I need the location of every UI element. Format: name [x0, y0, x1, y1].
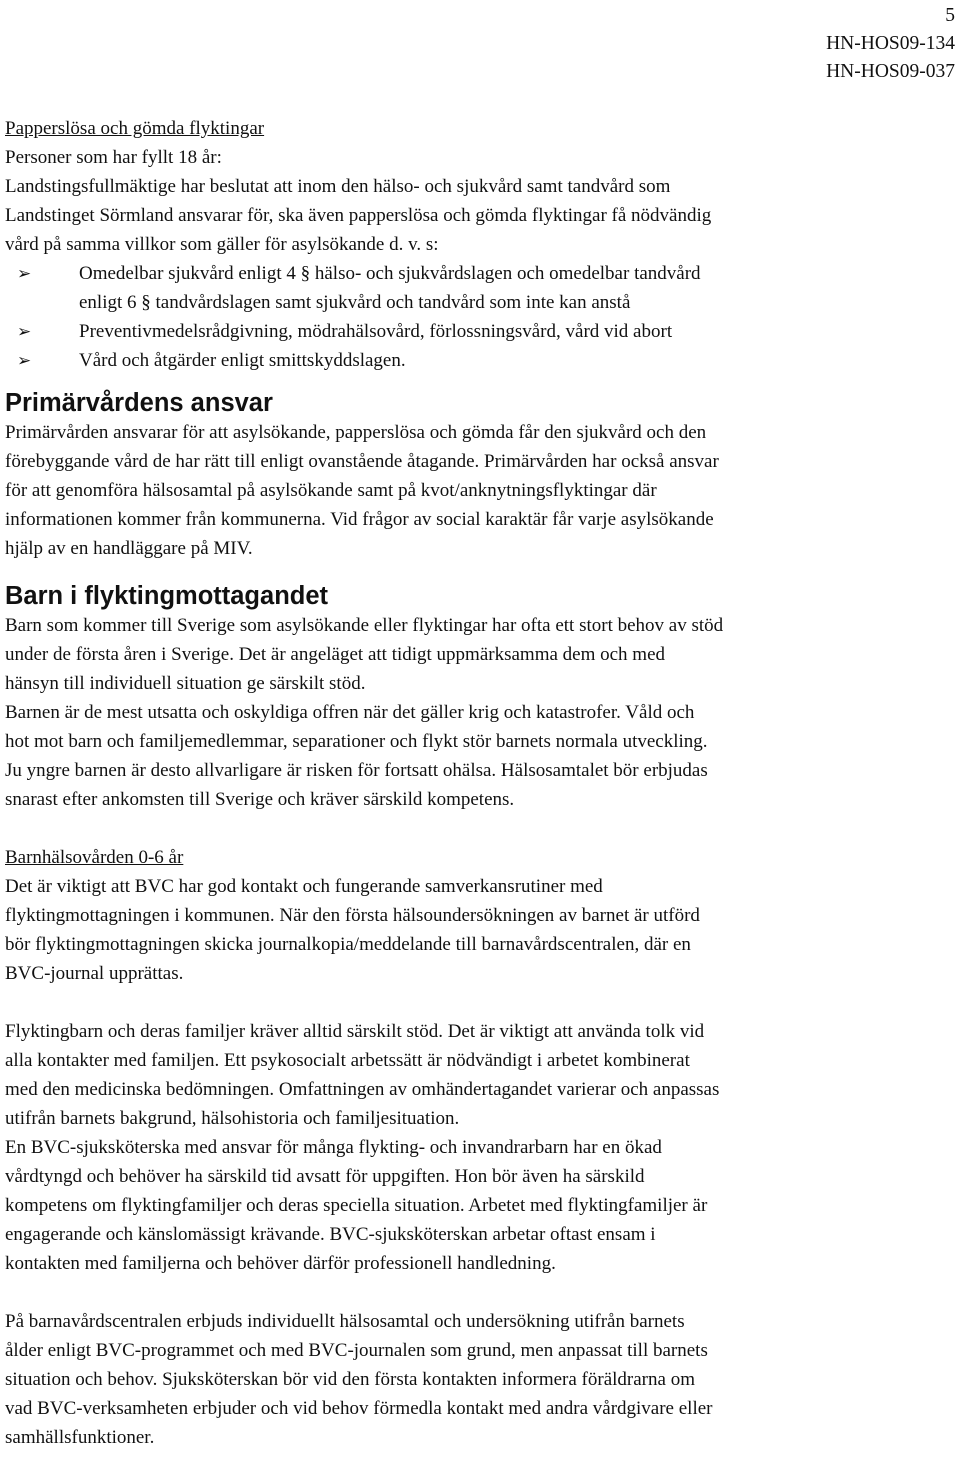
bullet-arrow-icon: ➢ [17, 351, 32, 370]
text-line: informationen kommer från kommunerna. Vid frågor av social karaktär får varje asylsökande [5, 509, 714, 530]
text-line: för att genomföra hälsosamtal på asylsökande samt på kvot/anknytningsflyktingar där [5, 480, 657, 501]
text-line: BVC-journal upprättas. [5, 963, 184, 984]
text-line: En BVC-sjuksköterska med ansvar för många flykting- och invandrarbarn har en ökad [5, 1137, 662, 1158]
document-body [5, 114, 955, 1452]
text-line: Primärvården ansvarar för att asylsökande, papperslösa och gömda får den sjukvård och den [5, 422, 707, 443]
bullet-item [5, 346, 955, 375]
heading-children: Barn i flyktingmottagandet [5, 582, 329, 610]
text-line: På barnavårdscentralen erbjuds individuellt hälsosamtal och undersökning utifrån barnets [5, 1311, 685, 1332]
heading-primary-care: Primärvårdens ansvar [5, 389, 273, 417]
section-title-child-health: Barnhälsovården 0-6 år [5, 847, 184, 868]
section-undocumented [5, 114, 955, 375]
text-line: alla kontakter med familjen. Ett psykosocialt arbetssätt är nödvändigt i arbetet kombinerat [5, 1050, 690, 1071]
text-line: bör flyktingmottagningen skicka journalkopia/meddelande till barnavårdscentralen, där en [5, 934, 691, 955]
text-line: vad BVC-verksamheten erbjuder och vid behov förmedla kontakt med andra vårdgivare eller [5, 1398, 713, 1419]
bullet-text: Vård och åtgärder enligt smittskyddslagen. [79, 350, 406, 371]
spacer [5, 814, 955, 843]
text-line: hot mot barn och familjemedlemmar, separationer och flykt stör barnets normala utveckling. [5, 731, 708, 752]
text-line: snarast efter ankomsten till Sverige och kräver särskild kompetens. [5, 789, 515, 810]
section-children [5, 581, 955, 814]
text-line: utifrån barnets bakgrund, hälsohistoria och familjesituation. [5, 1108, 460, 1129]
text-line: Flyktingbarn och deras familjer kräver alltid särskilt stöd. Det är viktigt att använda tolk vid [5, 1021, 705, 1042]
text-line: engagerande och känslomässigt krävande. BVC-sjuksköterskan arbetar oftast ensam i [5, 1224, 656, 1245]
bullet-item [5, 317, 955, 346]
bullet-text: Omedelbar sjukvård enligt 4 § hälso- och sjukvårdslagen och omedelbar tandvård [79, 263, 701, 284]
bullet-text-continued: enligt 6 § tandvårdslagen samt sjukvård och tandvård som inte kan anstå [79, 292, 631, 313]
document-code-1: HN-HOS09-134 [826, 33, 955, 54]
text-line: situation och behov. Sjuksköterskan bör vid den första kontakten informera föräldrarna om [5, 1369, 695, 1390]
text-line: Landstinget Sörmland ansvarar för, ska även papperslösa och gömda flyktingar få nödvändig [5, 205, 712, 226]
text-line: Det är viktigt att BVC har god kontakt och fungerande samverkansrutiner med [5, 876, 603, 897]
text-line: kontakten med familjerna och behöver därför professionell handledning. [5, 1253, 556, 1274]
text-line: Landstingsfullmäktige har beslutat att inom den hälso- och sjukvård samt tandvård som [5, 176, 671, 197]
section-title-undocumented: Papperslösa och gömda flyktingar [5, 118, 265, 139]
spacer [5, 988, 955, 1017]
text-line: vård på samma villkor som gäller för asylsökande d. v. s: [5, 234, 439, 255]
text-line: hänsyn till individuell situation ge särskilt stöd. [5, 673, 366, 694]
text-line: under de första åren i Sverige. Det är angeläget att tidigt uppmärksamma dem och med [5, 644, 666, 665]
text-line: kompetens om flyktingfamiljer och deras speciella situation. Arbetet med flyktingfamiljer är [5, 1195, 708, 1216]
text-line: Personer som har fyllt 18 år: [5, 147, 222, 168]
bullet-text: Preventivmedelsrådgivning, mödrahälsovård, förlossningsvård, vård vid abort [79, 321, 673, 342]
section-child-health [5, 843, 955, 1452]
text-line: ålder enligt BVC-programmet och med BVC-journalen som grund, men anpassat till barnets [5, 1340, 708, 1361]
bullet-item [5, 259, 955, 288]
spacer [5, 563, 955, 581]
text-line: hjälp av en handläggare på MIV. [5, 538, 253, 559]
text-line: samhällsfunktioner. [5, 1427, 155, 1448]
text-line: med den medicinska bedömningen. Omfattningen av omhändertagandet varierar och anpassas [5, 1079, 720, 1100]
section-primary-care [5, 388, 955, 563]
text-line: förebyggande vård de har rätt till enligt ovanstående åtagande. Primärvården har också ansvar [5, 451, 719, 472]
text-line: flyktingmottagningen i kommunen. När den första hälsoundersökningen av barnet är utförd [5, 905, 700, 926]
text-line: Ju yngre barnen är desto allvarligare är risken för fortsatt ohälsa. Hälsosamtalet bör erbjudas [5, 760, 708, 781]
text-line: Barnen är de mest utsatta och oskyldiga offren när det gäller krig och katastrofer. Våld och [5, 702, 695, 723]
document-code-2: HN-HOS09-037 [826, 61, 955, 82]
text-line: vårdtyngd och behöver ha särskild tid avsatt för uppgiften. Hon bör även ha särskild [5, 1166, 645, 1187]
bullet-arrow-icon: ➢ [17, 322, 32, 341]
page-number: 5 [945, 5, 955, 26]
spacer [5, 1278, 955, 1307]
bullet-arrow-icon: ➢ [17, 264, 32, 283]
text-line: Barn som kommer till Sverige som asylsökande eller flyktingar har ofta ett stort behov av stöd [5, 615, 724, 636]
spacer [5, 375, 955, 388]
page-header [826, 2, 955, 86]
